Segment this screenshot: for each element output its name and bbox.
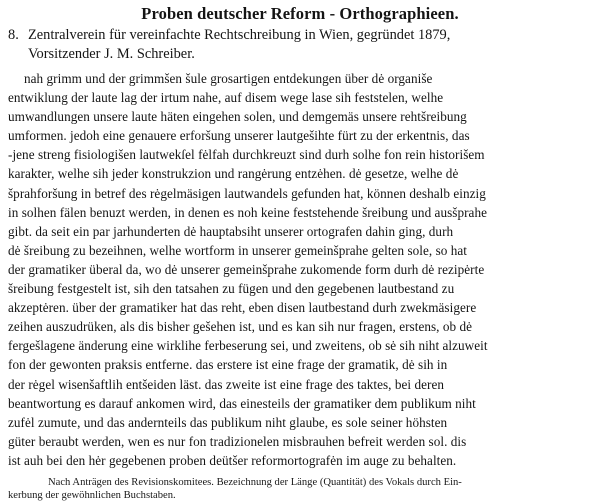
text-line: entwiklung der laute lag der irtum nahe, auf disem wege lase sih feststelen, welhe	[8, 90, 444, 106]
text-line: ist auh bei den hėr gegebenen proben deütšer reformortografėn im auge zu behalten.	[8, 452, 457, 468]
text-line: karakter, welhe sih jeder konstrukzion und rangėrung entzėhen. dė gesetze, welhe dė	[8, 166, 459, 182]
text-line: fergešlagene änderung eine wirklihe ferbeserung sei, und zweitens, ob sė sih niht alzuweit	[8, 338, 488, 354]
text-line: šprahforšung in betref des rėgelmäsigen lautwandels gefunden hat, können deshalb einzig	[8, 185, 486, 201]
entry-description	[28, 26, 592, 64]
entry-line: Zentralverein für vereinfachte Rechtschreibung in Wien, gegründet 1879,	[28, 27, 451, 43]
footnote	[8, 476, 592, 503]
document-title: Proben deutscher Reform - Orthographieen.	[141, 4, 459, 23]
text-line: beantwortung es darauf ankomen wird, das einesteils der gramatiker dem publikum niht	[8, 395, 476, 411]
entry-heading	[8, 26, 592, 64]
text-line: güter beraubt werden, wen es nur fon tradizionelen misbrauhen befreit werden sol. dis	[8, 433, 467, 449]
entry-line: Vorsitzender J. M. Schreiber.	[28, 46, 195, 62]
text-line: zufėl zumute, und das andernteils das publikum niht glaube, es sole seiner höhsten	[8, 414, 448, 430]
text-line: der rėgel wisenšaftlih entšeiden läst. das zweite ist eine frage des taktes, bei deren	[8, 376, 445, 392]
text-line: nah grimm und der grimmšen šule grosartigen entdekungen über dė organiše	[24, 71, 433, 86]
footnote-line: Nach Anträgen des Revisionskomitees. Bezeichnung der Länge (Quantität) des Vokals durch Ein-	[48, 476, 462, 488]
text-line: gibt. da seit ein par jarhunderten dė hauptabsiht unserer ortografen dahin ging, durh	[8, 223, 454, 239]
text-line: šreibung festgestelt ist, sih den tatsahen zu fügen und den gegebenen lautbestand zu	[8, 281, 455, 297]
text-line: akzeptėren. über der gramatiker hat das reht, eben disen lautbestand durh zwekmäsigere	[8, 300, 477, 316]
sample-text	[8, 69, 592, 470]
text-line: dė šreibung zu bezeihnen, welhe wortform in unserer gemeinšprahe gelten sole, so hat	[8, 242, 468, 258]
text-line: zeihen auszudrüken, als dis bisher gešehen ist, und es kan sih nur fragen, erstens, ob dė	[8, 319, 473, 335]
text-line: in solhen fälen benuzt werden, in denen es noh keine feststehende šreibung und ausšprahe	[8, 204, 488, 220]
text-line: der gramatiker überal da, wo dė unserer gemeinšprahe zukomende form durh dė rezipėrte	[8, 261, 485, 277]
footnote-line: kerbung der gewöhnlichen Buchstaben.	[8, 490, 176, 502]
text-line: -jene streng fisiologišen lautwekſel fėlfah durchkreuzt sind durh solhe fon rein historišem	[8, 147, 485, 163]
text-line: umformen. jedoh eine genauere erforšung unserer lautgešihte fürt zu der erkentnis, das	[8, 128, 470, 144]
entry-number: 8.	[8, 27, 19, 43]
text-line: fon der gewonten praksis entferne. das erstere ist eine frage der gramatik, dė sih in	[8, 357, 448, 373]
text-line: umwandlungen unsere laute häten eingehen solen, und demgemäs unsere rehtšreibung	[8, 109, 467, 125]
